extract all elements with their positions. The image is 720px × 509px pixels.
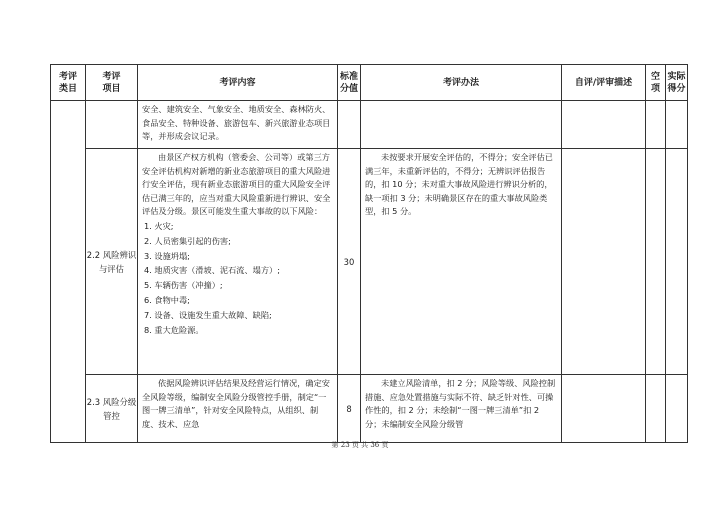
blank-cell [646, 375, 666, 443]
table-row [51, 101, 688, 149]
content-cell [138, 149, 338, 375]
self-eval-cell [562, 375, 646, 443]
blank-cell [646, 149, 666, 375]
method-text: 未按要求开展安全评估的，不得分；安全评估已满三年，未重新评估的，不得分；无辨识评估报告的，扣 10 分；未对重大事故风险进行辨识分析的，缺一项扣 3 分；未明确景区存在的重大事故风险类型，扣 5 分。 [365, 152, 553, 217]
blank-cell [646, 101, 666, 149]
evaluation-table [50, 64, 688, 443]
list-item: 8. 重大危险源。 [144, 324, 204, 335]
page-number: 第 23 页 共 36 页 [331, 441, 389, 449]
list-item: 1. 火灾; [144, 220, 174, 231]
table-row [51, 375, 688, 443]
header-category: 考评 类目 [51, 65, 86, 101]
list-item: 7. 设备、设施发生重大故障、缺陷; [144, 309, 272, 320]
header-actual: 实际 得分 [666, 65, 688, 101]
list-item: 3. 设施坍塌; [144, 250, 190, 261]
content-cell [138, 375, 338, 443]
actual-score-cell [666, 375, 688, 443]
risk-list [138, 219, 337, 337]
self-eval-cell [562, 149, 646, 375]
header-self-eval: 自评/评审描述 [562, 65, 646, 101]
header-item: 考评 项目 [86, 65, 138, 101]
list-item: 6. 食物中毒; [144, 294, 190, 305]
method-cell [361, 149, 562, 375]
actual-score-cell [666, 101, 688, 149]
table-header-row [51, 65, 688, 101]
item-cell: 2.2 风险辨识与评估 [86, 149, 138, 375]
list-item: 4. 地质灾害（滑坡、泥石流、塌方）; [144, 265, 280, 276]
list-item: 2. 人员密集引起的伤害; [144, 235, 231, 246]
method-text [361, 101, 561, 103]
actual-score-cell [666, 149, 688, 375]
content-text: 依据风险辨识评估结果及经营运行情况，确定安全风险等级，编制安全风险分级管控手册，制定“一图一牌三清单”，针对安全风险特点，从组织、制度、技术、应急 [142, 378, 330, 429]
score-cell [338, 101, 361, 149]
content-text: 安全、建筑安全、气象安全、地质安全、森林防火、食品安全、特种设备、旅游包车、新兴旅游业态项目等，并形成会议记录。 [142, 104, 331, 142]
category-cell [51, 101, 86, 443]
method-cell [361, 375, 562, 443]
header-blank: 空 项 [646, 65, 666, 101]
method-cell [361, 101, 562, 149]
header-score: 标准 分值 [338, 65, 361, 101]
content-cell [138, 101, 338, 149]
self-eval-cell [562, 101, 646, 149]
header-method: 考评办法 [361, 65, 562, 101]
method-text: 未建立风险清单，扣 2 分；风险等级、风险控制措施、应急处置措施与实际不符、缺乏针对性、可操作性的，扣 2 分；未绘制“一图一牌三清单”扣 2 分；未编制安全风险分级管 [365, 378, 556, 429]
content-text: 由景区产权方机构（管委会、公司等）或第三方安全评估机构对新增的新业态旅游项目的重大风险进行安全评估，现有新业态旅游项目的重大风险安全评估已满三年的，应当对重大风险重新进行辨识、安全评估及分级。景区可能发生重大事故的以下风险： [142, 152, 331, 217]
score-cell: 30 [338, 149, 361, 375]
header-content: 考评内容 [138, 65, 338, 101]
table-row [51, 149, 688, 375]
score-cell: 8 [338, 375, 361, 443]
list-item: 5. 车辆伤害（冲撞）; [144, 280, 223, 291]
item-cell [86, 101, 138, 149]
item-cell: 2.3 风险分级管控 [86, 375, 138, 443]
